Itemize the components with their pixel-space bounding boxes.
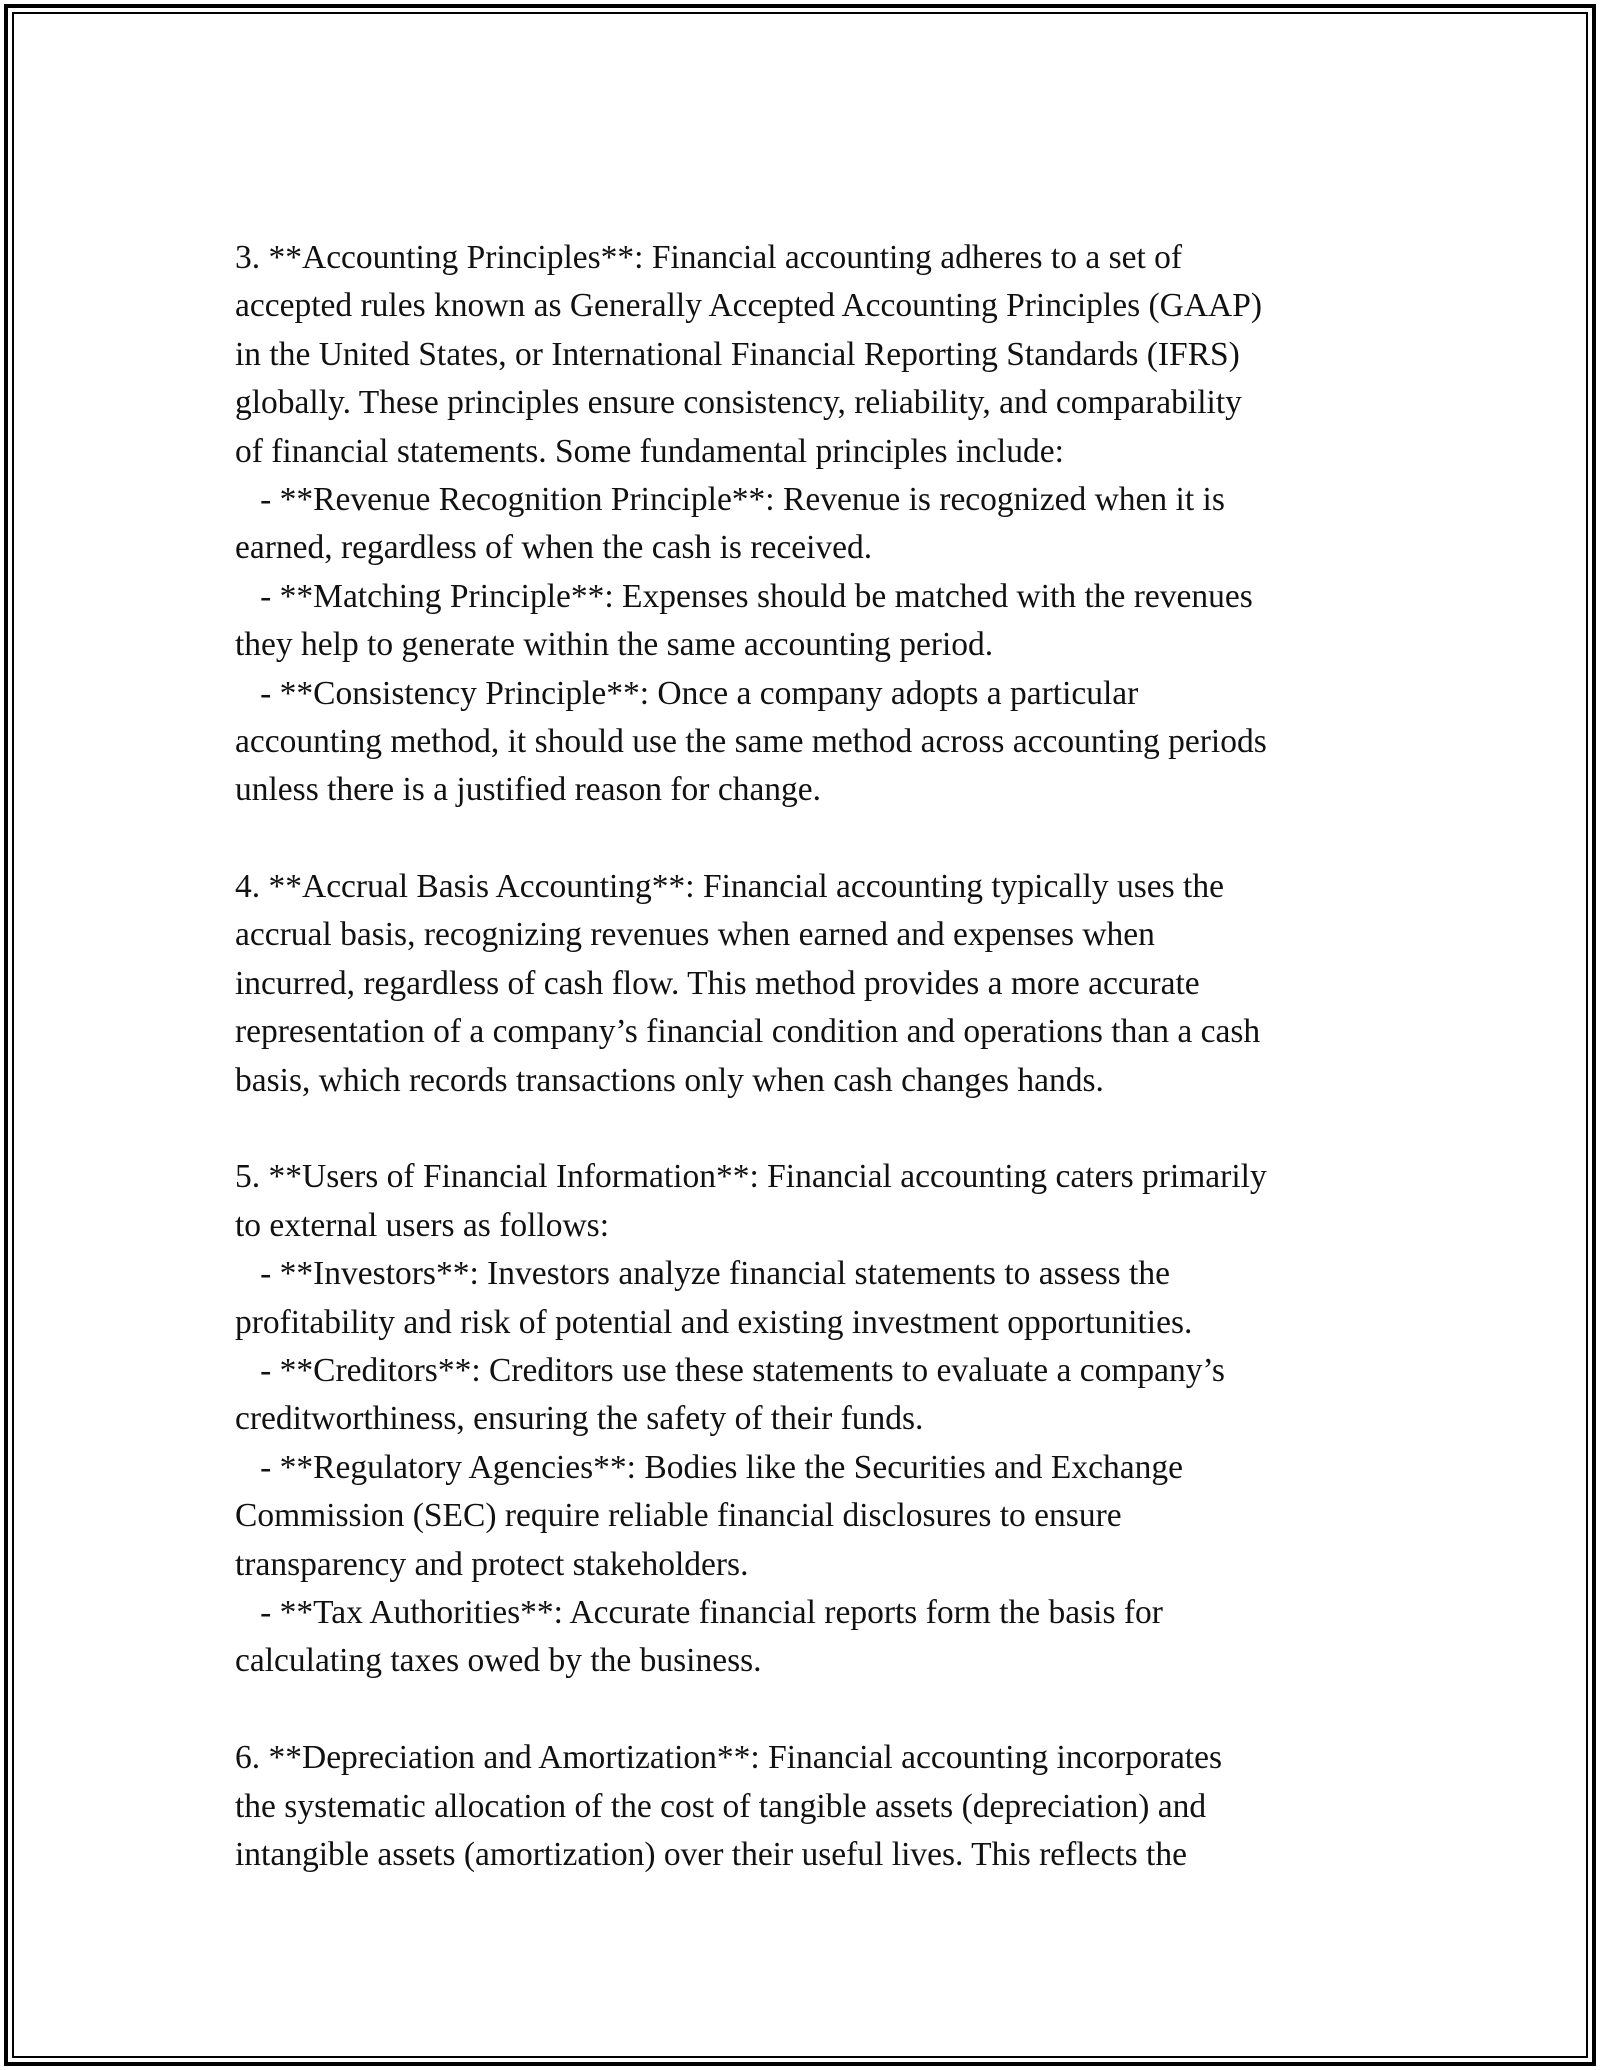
paragraph-gap [235, 1105, 1375, 1153]
text-line: - **Consistency Principle**: Once a company adopts a particular [235, 674, 1139, 712]
text-line: representation of a company’s financial condition and operations than a cash [235, 1013, 1261, 1051]
text-line: accounting method, it should use the same method across accounting periods [235, 722, 1267, 760]
paragraph-gap [235, 815, 1375, 863]
text-line: - **Regulatory Agencies**: Bodies like the Securities and Exchange [235, 1448, 1183, 1486]
text-line: incurred, regardless of cash flow. This method provides a more accurate [235, 964, 1200, 1002]
paragraph-gap [235, 1686, 1375, 1734]
text-line: calculating taxes owed by the business. [235, 1642, 762, 1680]
text-line: they help to generate within the same accounting period. [235, 626, 994, 664]
text-line: accepted rules known as Generally Accepted Accounting Principles (GAAP) [235, 287, 1263, 325]
text-line: profitability and risk of potential and existing investment opportunities. [235, 1303, 1193, 1341]
text-line: - **Creditors**: Creditors use these statements to evaluate a company’s [235, 1351, 1225, 1389]
text-line: intangible assets (amortization) over their useful lives. This reflects the [235, 1835, 1187, 1873]
text-line: of financial statements. Some fundamental principles include: [235, 432, 1064, 470]
document-body [235, 234, 1375, 1879]
text-line: 6. **Depreciation and Amortization**: Financial accounting incorporates [235, 1739, 1223, 1777]
text-line: basis, which records transactions only when cash changes hands. [235, 1061, 1104, 1099]
text-line: transparency and protect stakeholders. [235, 1545, 749, 1583]
text-line: earned, regardless of when the cash is received. [235, 529, 873, 567]
text-line: - **Investors**: Investors analyze financial statements to assess the [235, 1255, 1170, 1293]
text-line: 3. **Accounting Principles**: Financial accounting adheres to a set of [235, 239, 1183, 276]
text-line: to external users as follows: [235, 1206, 609, 1244]
text-line: - **Matching Principle**: Expenses should be matched with the revenues [235, 577, 1253, 615]
text-line: the systematic allocation of the cost of tangible assets (depreciation) and [235, 1787, 1207, 1825]
text-line: accrual basis, recognizing revenues when earned and expenses when [235, 916, 1155, 954]
text-line: 4. **Accrual Basis Accounting**: Financial accounting typically uses the [235, 868, 1224, 906]
text-line: - **Tax Authorities**: Accurate financial reports form the basis for [235, 1593, 1163, 1631]
text-line: globally. These principles ensure consistency, reliability, and comparability [235, 384, 1242, 422]
text-line: 5. **Users of Financial Information**: Financial accounting caters primarily [235, 1158, 1267, 1196]
text-line: - **Revenue Recognition Principle**: Revenue is recognized when it is [235, 480, 1225, 518]
text-line: unless there is a justified reason for change. [235, 771, 822, 809]
text-line: Commission (SEC) require reliable financial disclosures to ensure [235, 1497, 1122, 1535]
text-line: in the United States, or International Financial Reporting Standards (IFRS) [235, 335, 1240, 373]
text-line: creditworthiness, ensuring the safety of their funds. [235, 1400, 924, 1438]
